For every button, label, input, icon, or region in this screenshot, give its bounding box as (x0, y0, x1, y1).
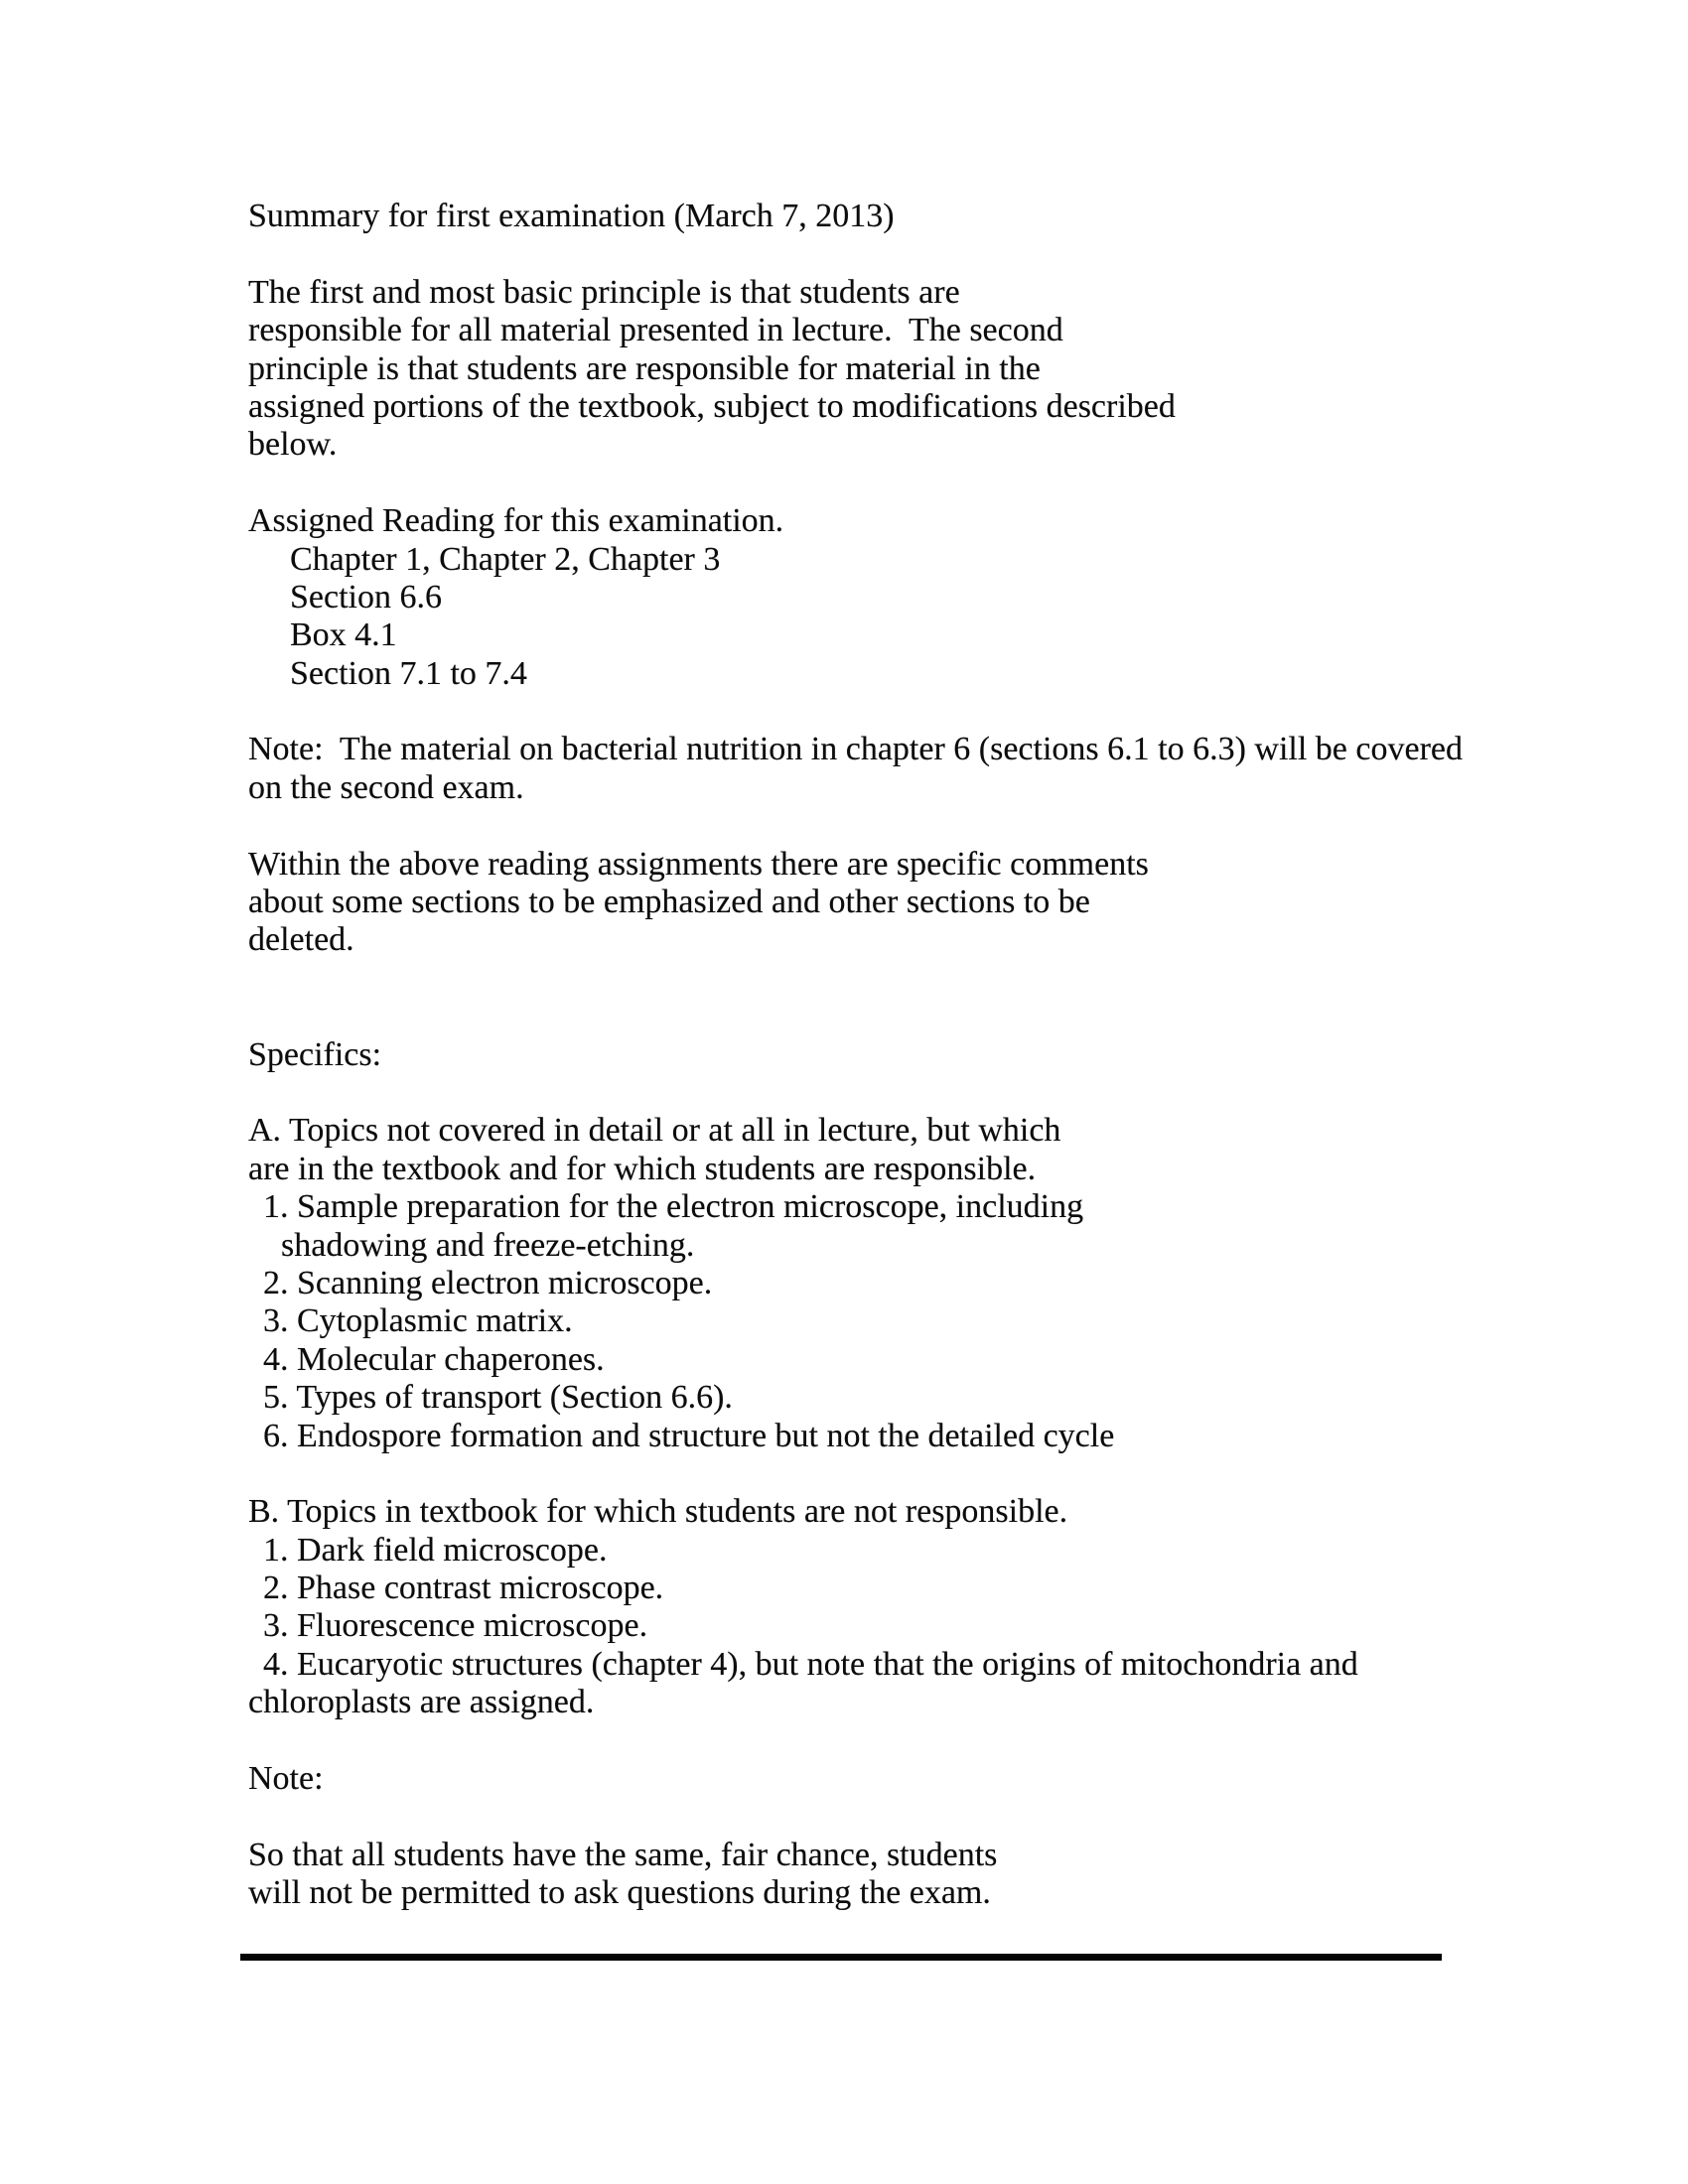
reading-list-item: Section 6.6 (290, 578, 442, 615)
numbered-item: 6. Endospore formation and structure but not the detailed cycle (263, 1417, 1115, 1454)
doc-line: So that all students have the same, fair chance, students (248, 1836, 998, 1873)
blank-line (248, 693, 1463, 731)
blank-line (248, 960, 1463, 998)
doc-line: principle is that students are responsible for material in the (248, 349, 1041, 387)
document-title: Summary for first examination (March 7, 2013) (248, 198, 895, 234)
doc-line: Note: The material on bacterial nutrition in chapter 6 (sections 6.1 to 6.3) will be covered (248, 731, 1463, 768)
numbered-item-continuation: chloroplasts are assigned. (248, 1684, 595, 1721)
numbered-item: 3. Fluorescence microscope. (263, 1607, 648, 1645)
note-heading: Note: (248, 1760, 324, 1798)
numbered-item: 1. Sample preparation for the electron microscope, including (263, 1188, 1084, 1226)
reading-list-item: Chapter 1, Chapter 2, Chapter 3 (290, 540, 721, 578)
numbered-item: 4. Molecular chaperones. (263, 1340, 605, 1378)
section-b-heading: B. Topics in textbook for which students are not responsible. (248, 1493, 1068, 1531)
doc-line: below. (248, 426, 338, 464)
doc-line: will not be permitted to ask questions during the exam. (248, 1874, 991, 1912)
doc-line: on the second exam. (248, 768, 524, 806)
numbered-item-continuation: shadowing and freeze-etching. (281, 1226, 695, 1264)
section-a-heading: A. Topics not covered in detail or at all in lecture, but which (248, 1112, 1061, 1150)
doc-line: about some sections to be emphasized and other sections to be (248, 884, 1090, 921)
blank-line (248, 1798, 1463, 1836)
blank-line (248, 1074, 1463, 1112)
reading-list-item: Box 4.1 (290, 616, 397, 654)
doc-line: assigned portions of the textbook, subject to modifications described (248, 387, 1176, 425)
blank-line (248, 807, 1463, 845)
doc-line: Assigned Reading for this examination. (248, 502, 784, 540)
numbered-item: 5. Types of transport (Section 6.6). (263, 1379, 733, 1417)
doc-line: The first and most basic principle is that students are (248, 273, 960, 311)
numbered-item: 4. Eucaryotic structures (chapter 4), but note that the origins of mitochondria and (263, 1645, 1358, 1683)
horizontal-rule (240, 1954, 1442, 1961)
numbered-item: 2. Scanning electron microscope. (263, 1264, 713, 1301)
doc-line: responsible for all material presented in lecture. The second (248, 312, 1063, 349)
numbered-item: 3. Cytoplasmic matrix. (263, 1302, 573, 1340)
reading-list-item: Section 7.1 to 7.4 (290, 654, 527, 692)
blank-line (248, 465, 1463, 502)
doc-line: Within the above reading assignments there are specific comments (248, 845, 1149, 883)
doc-line: deleted. (248, 921, 354, 959)
document-body (248, 198, 1463, 1913)
specifics-heading: Specifics: (248, 1035, 382, 1073)
numbered-item: 1. Dark field microscope. (263, 1531, 608, 1569)
blank-line (248, 1722, 1463, 1760)
blank-line (248, 998, 1463, 1035)
numbered-item: 2. Phase contrast microscope. (263, 1570, 664, 1607)
blank-line (248, 1455, 1463, 1493)
section-a-heading-cont: are in the textbook and for which students are responsible. (248, 1150, 1037, 1187)
blank-line (248, 235, 1463, 273)
